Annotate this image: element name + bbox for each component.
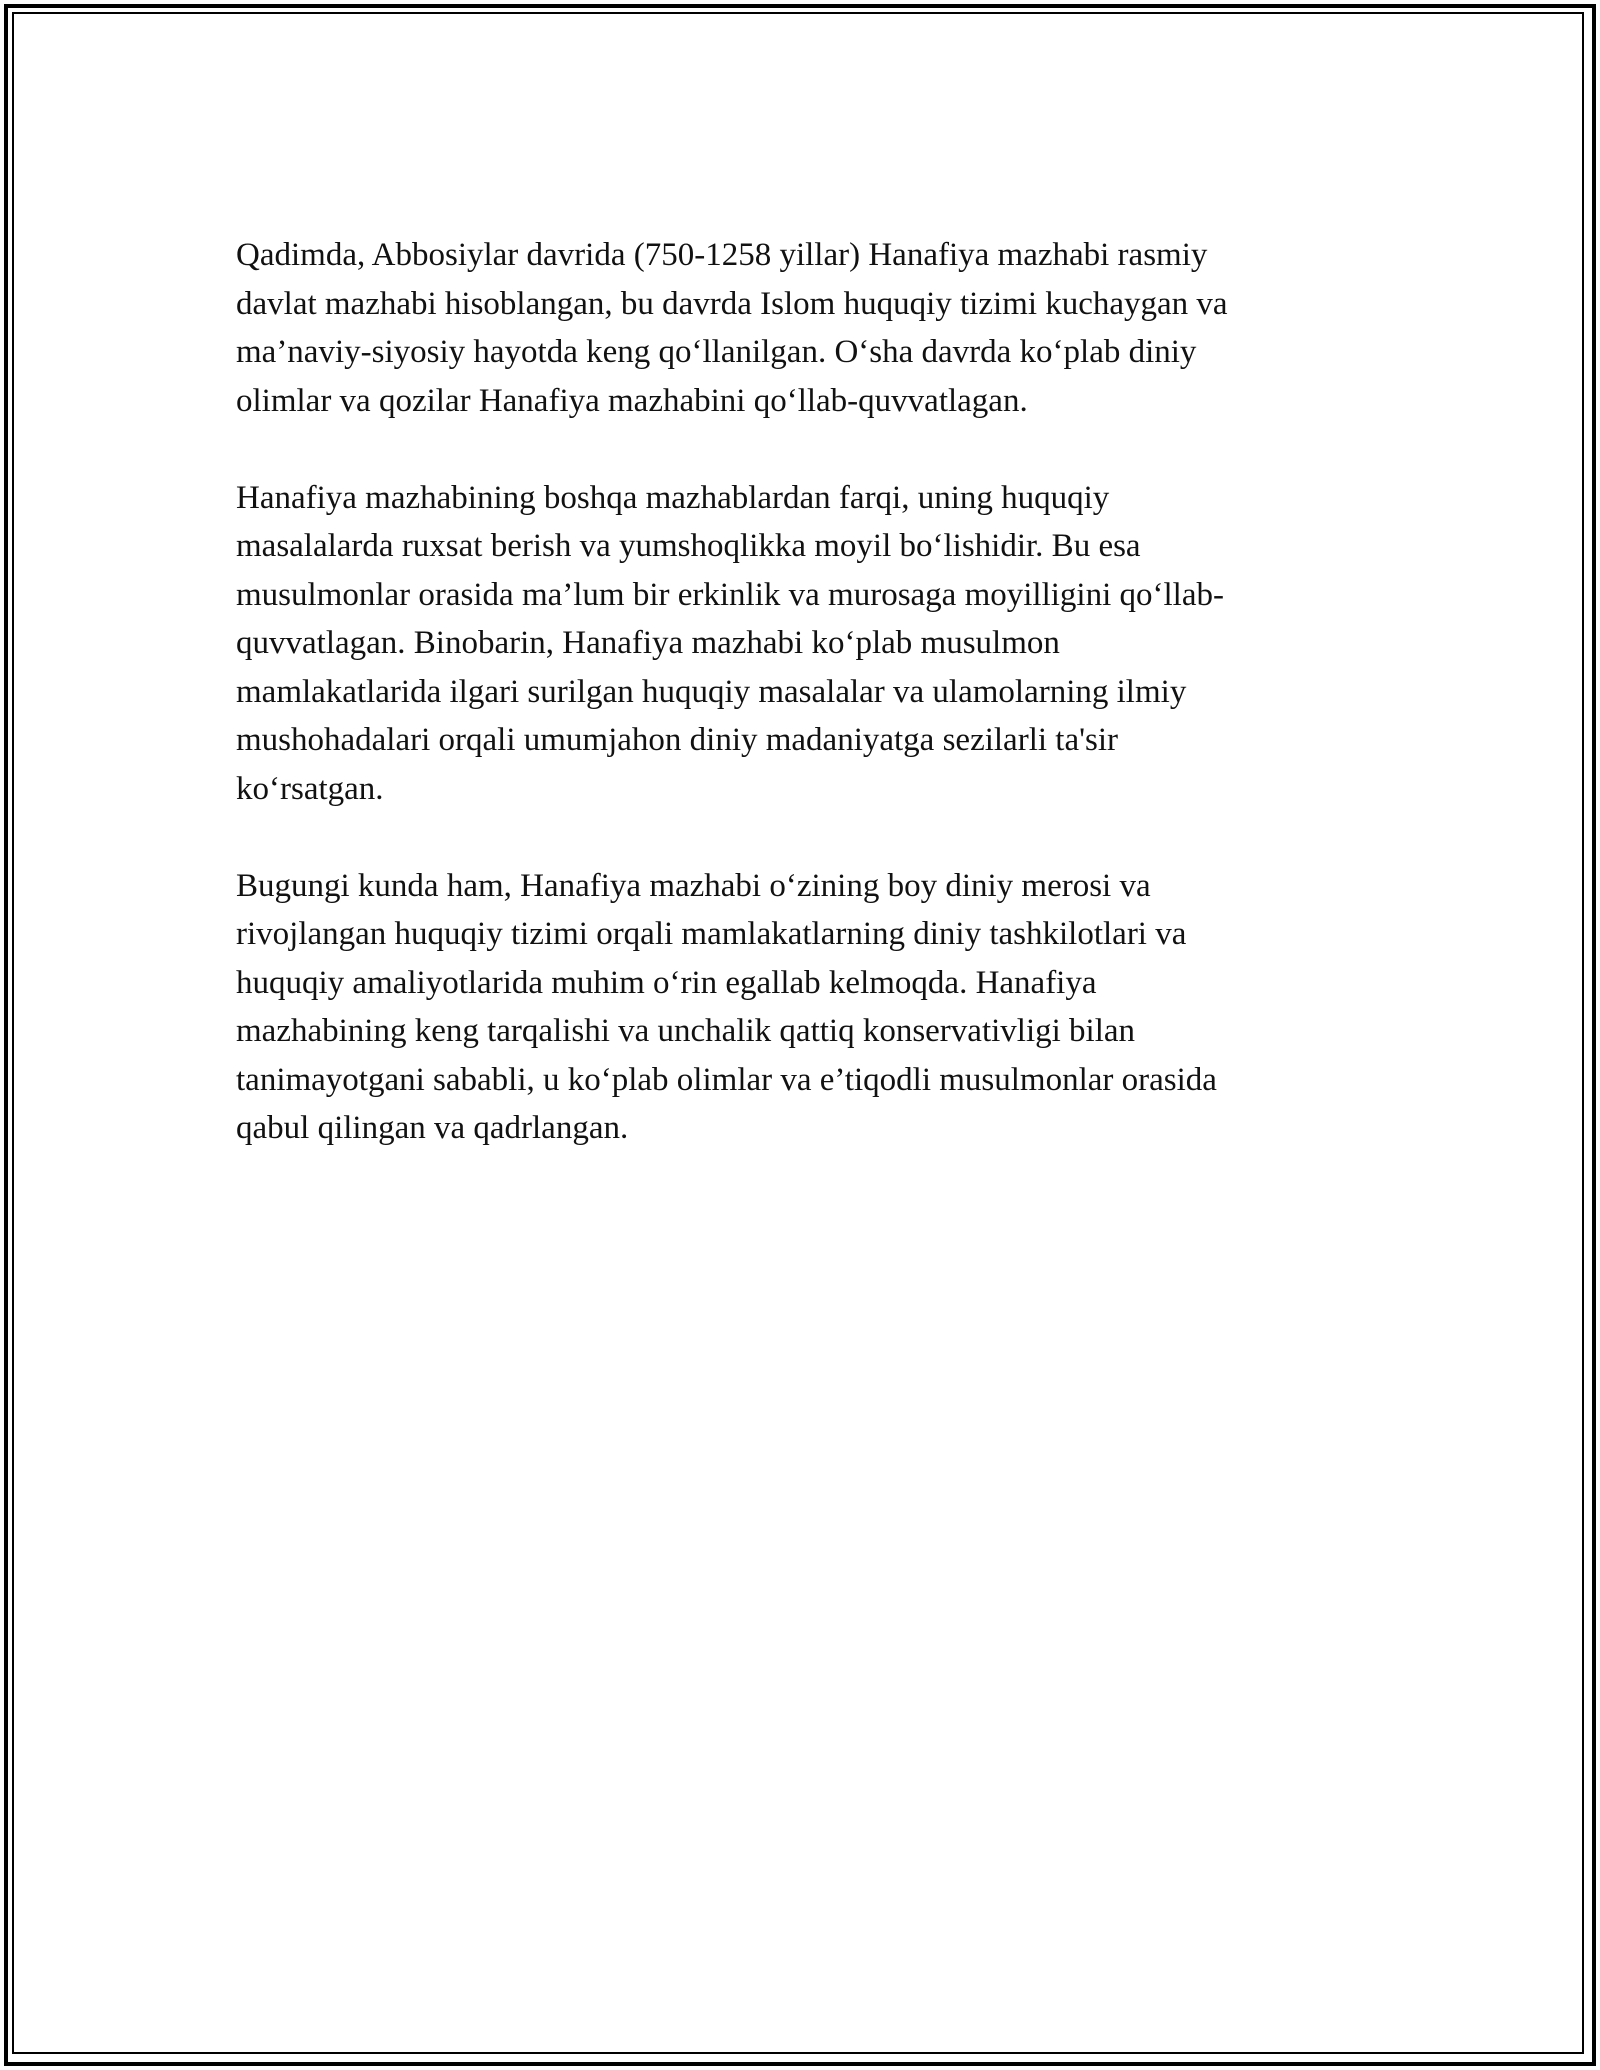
paragraph-line: mamlakatlarida ilgari surilgan huquqiy masalalar va ulamolarning ilmiy	[236, 673, 1187, 710]
paragraph-line: davlat mazhabi hisoblangan, bu davrda Islom huquqiy tizimi kuchaygan va	[236, 285, 1228, 322]
document-body	[236, 231, 1366, 1201]
paragraph-line: olimlar va qozilar Hanafiya mazhabini qo‘llab-quvvatlagan.	[236, 382, 1028, 419]
paragraph-line: mazhabining keng tarqalishi va unchalik qattiq konservativligi bilan	[236, 1013, 1136, 1049]
paragraph-line: mushohadalari orqali umumjahon diniy madaniyatga sezilarli ta'sir	[236, 722, 1119, 758]
paragraph-2	[236, 474, 1366, 814]
paragraph-3	[236, 862, 1366, 1153]
paragraph-line: Bugungi kunda ham, Hanafiya mazhabi o‘zining boy diniy merosi va	[236, 867, 1151, 904]
paragraph-1	[236, 231, 1366, 425]
paragraph-line: quvvatlagan. Binobarin, Hanafiya mazhabi ko‘plab musulmon	[236, 625, 1060, 661]
paragraph-line: tanimayotgani sababli, u ko‘plab olimlar va e’tiqodli musulmonlar orasida	[236, 1061, 1217, 1098]
paragraph-line: ko‘rsatgan.	[236, 770, 384, 807]
paragraph-line: Qadimda, Abbosiylar davrida (750-1258 yillar) Hanafiya mazhabi rasmiy	[236, 237, 1208, 273]
paragraph-line: ma’naviy-siyosiy hayotda keng qo‘llanilgan. O‘sha davrda ko‘plab diniy	[236, 334, 1197, 370]
paragraph-line: Hanafiya mazhabining boshqa mazhablardan farqi, uning huquqiy	[236, 479, 1110, 516]
paragraph-line: qabul qilingan va qadrlangan.	[236, 1110, 629, 1146]
paragraph-line: huquqiy amaliyotlarida muhim o‘rin egallab kelmoqda. Hanafiya	[236, 964, 1097, 1001]
paragraph-line: musulmonlar orasida ma’lum bir erkinlik va murosaga moyilligini qo‘llab-	[236, 576, 1224, 613]
paragraph-line: rivojlangan huquqiy tizimi orqali mamlakatlarning diniy tashkilotlari va	[236, 916, 1187, 952]
paragraph-line: masalalarda ruxsat berish va yumshoqlikka moyil bo‘lishidir. Bu esa	[236, 528, 1141, 564]
